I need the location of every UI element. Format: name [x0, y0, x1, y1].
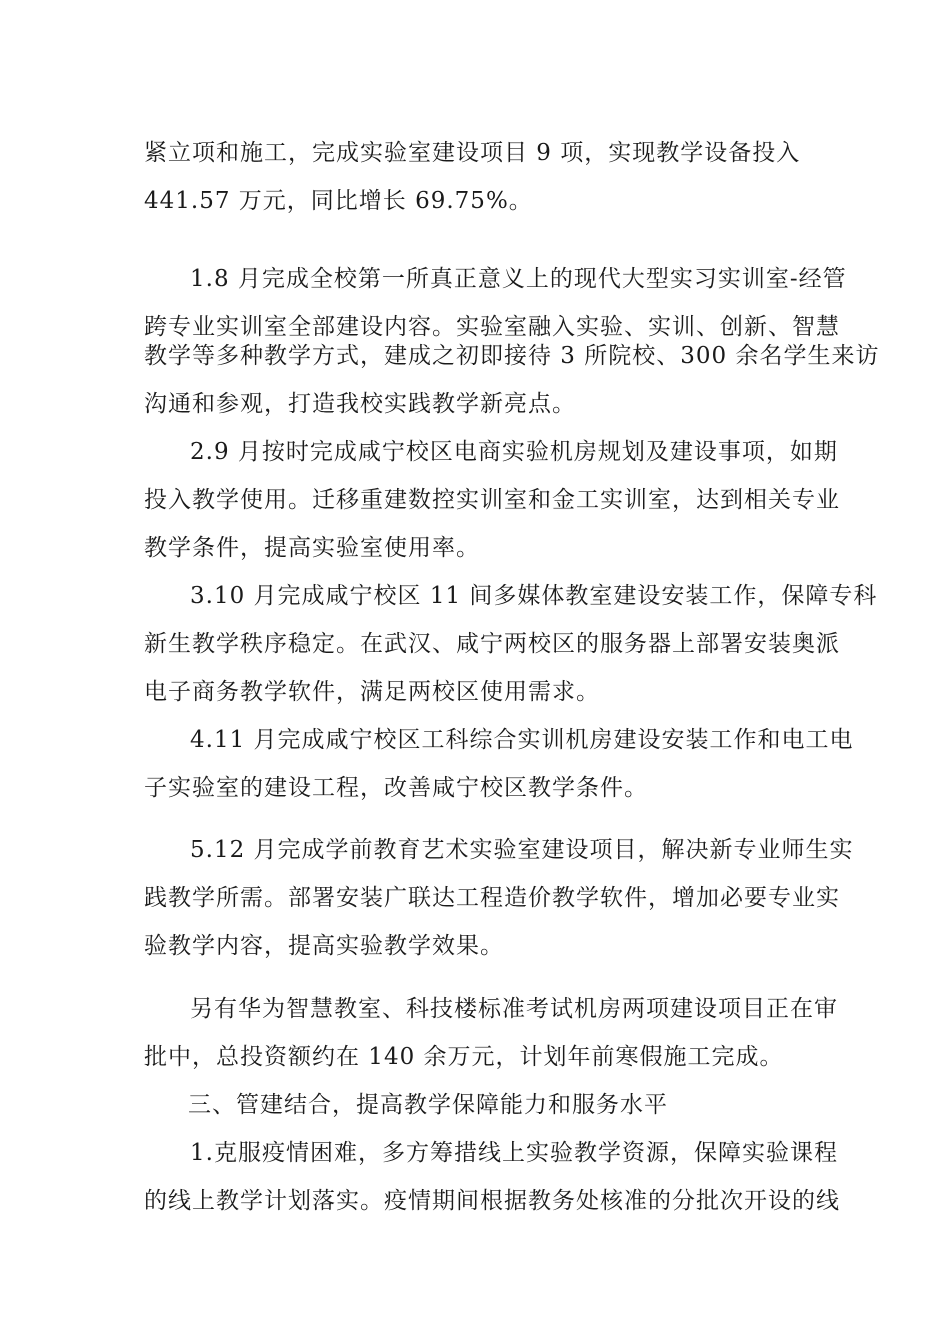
- body-text-line: 教学条件，提高实验室使用率。: [144, 535, 480, 561]
- paragraph-start-section-item-1: 1.克服疫情困难，多方筹措线上实验教学资源，保障实验课程: [190, 1140, 838, 1166]
- body-text-line: 教学等多种教学方式，建成之初即接待 3 所院校、300 余名学生来访: [144, 343, 880, 369]
- body-text-line: 的线上教学计划落实。疫情期间根据教务处核准的分批次开设的线: [144, 1188, 840, 1214]
- paragraph-start-item-2: 2.9 月按时完成咸宁校区电商实验机房规划及建设事项，如期: [190, 439, 838, 465]
- body-text-line: 批中，总投资额约在 140 余万元，计划年前寒假施工完成。: [144, 1044, 784, 1070]
- body-text-line: 电子商务教学软件，满足两校区使用需求。: [144, 679, 600, 705]
- body-text-line: 441.57 万元，同比增长 69.75%。: [144, 188, 533, 214]
- paragraph-start-item-1: 1.8 月完成全校第一所真正意义上的现代大型实习实训室-经管: [190, 266, 847, 292]
- body-text-line: 新生教学秩序稳定。在武汉、咸宁两校区的服务器上部署安装奥派: [144, 631, 840, 657]
- body-text-line: 沟通和参观，打造我校实践教学新亮点。: [144, 391, 576, 417]
- body-text-line: 紧立项和施工，完成实验室建设项目 9 项，实现教学设备投入: [144, 140, 801, 166]
- body-text-line: 投入教学使用。迁移重建数控实训室和金工实训室，达到相关专业: [144, 487, 840, 513]
- body-text-line: 践教学所需。部署安装广联达工程造价教学软件，增加必要专业实: [144, 885, 840, 911]
- body-text-line: 子实验室的建设工程，改善咸宁校区教学条件。: [144, 775, 648, 801]
- paragraph-start-item-3: 3.10 月完成咸宁校区 11 间多媒体教室建设安装工作，保障专科: [190, 583, 878, 609]
- body-text-line: 验教学内容，提高实验教学效果。: [144, 933, 504, 959]
- paragraph-start-item-4: 4.11 月完成咸宁校区工科综合实训机房建设安装工作和电工电: [190, 727, 854, 753]
- paragraph-start-item-5: 5.12 月完成学前教育艺术实验室建设项目，解决新专业师生实: [190, 837, 854, 863]
- body-text-line: 跨专业实训室全部建设内容。实验室融入实验、实训、创新、智慧: [144, 314, 840, 340]
- section-heading: 三、管建结合，提高教学保障能力和服务水平: [188, 1092, 668, 1118]
- paragraph-start-additional-projects: 另有华为智慧教室、科技楼标准考试机房两项建设项目正在审: [190, 996, 838, 1022]
